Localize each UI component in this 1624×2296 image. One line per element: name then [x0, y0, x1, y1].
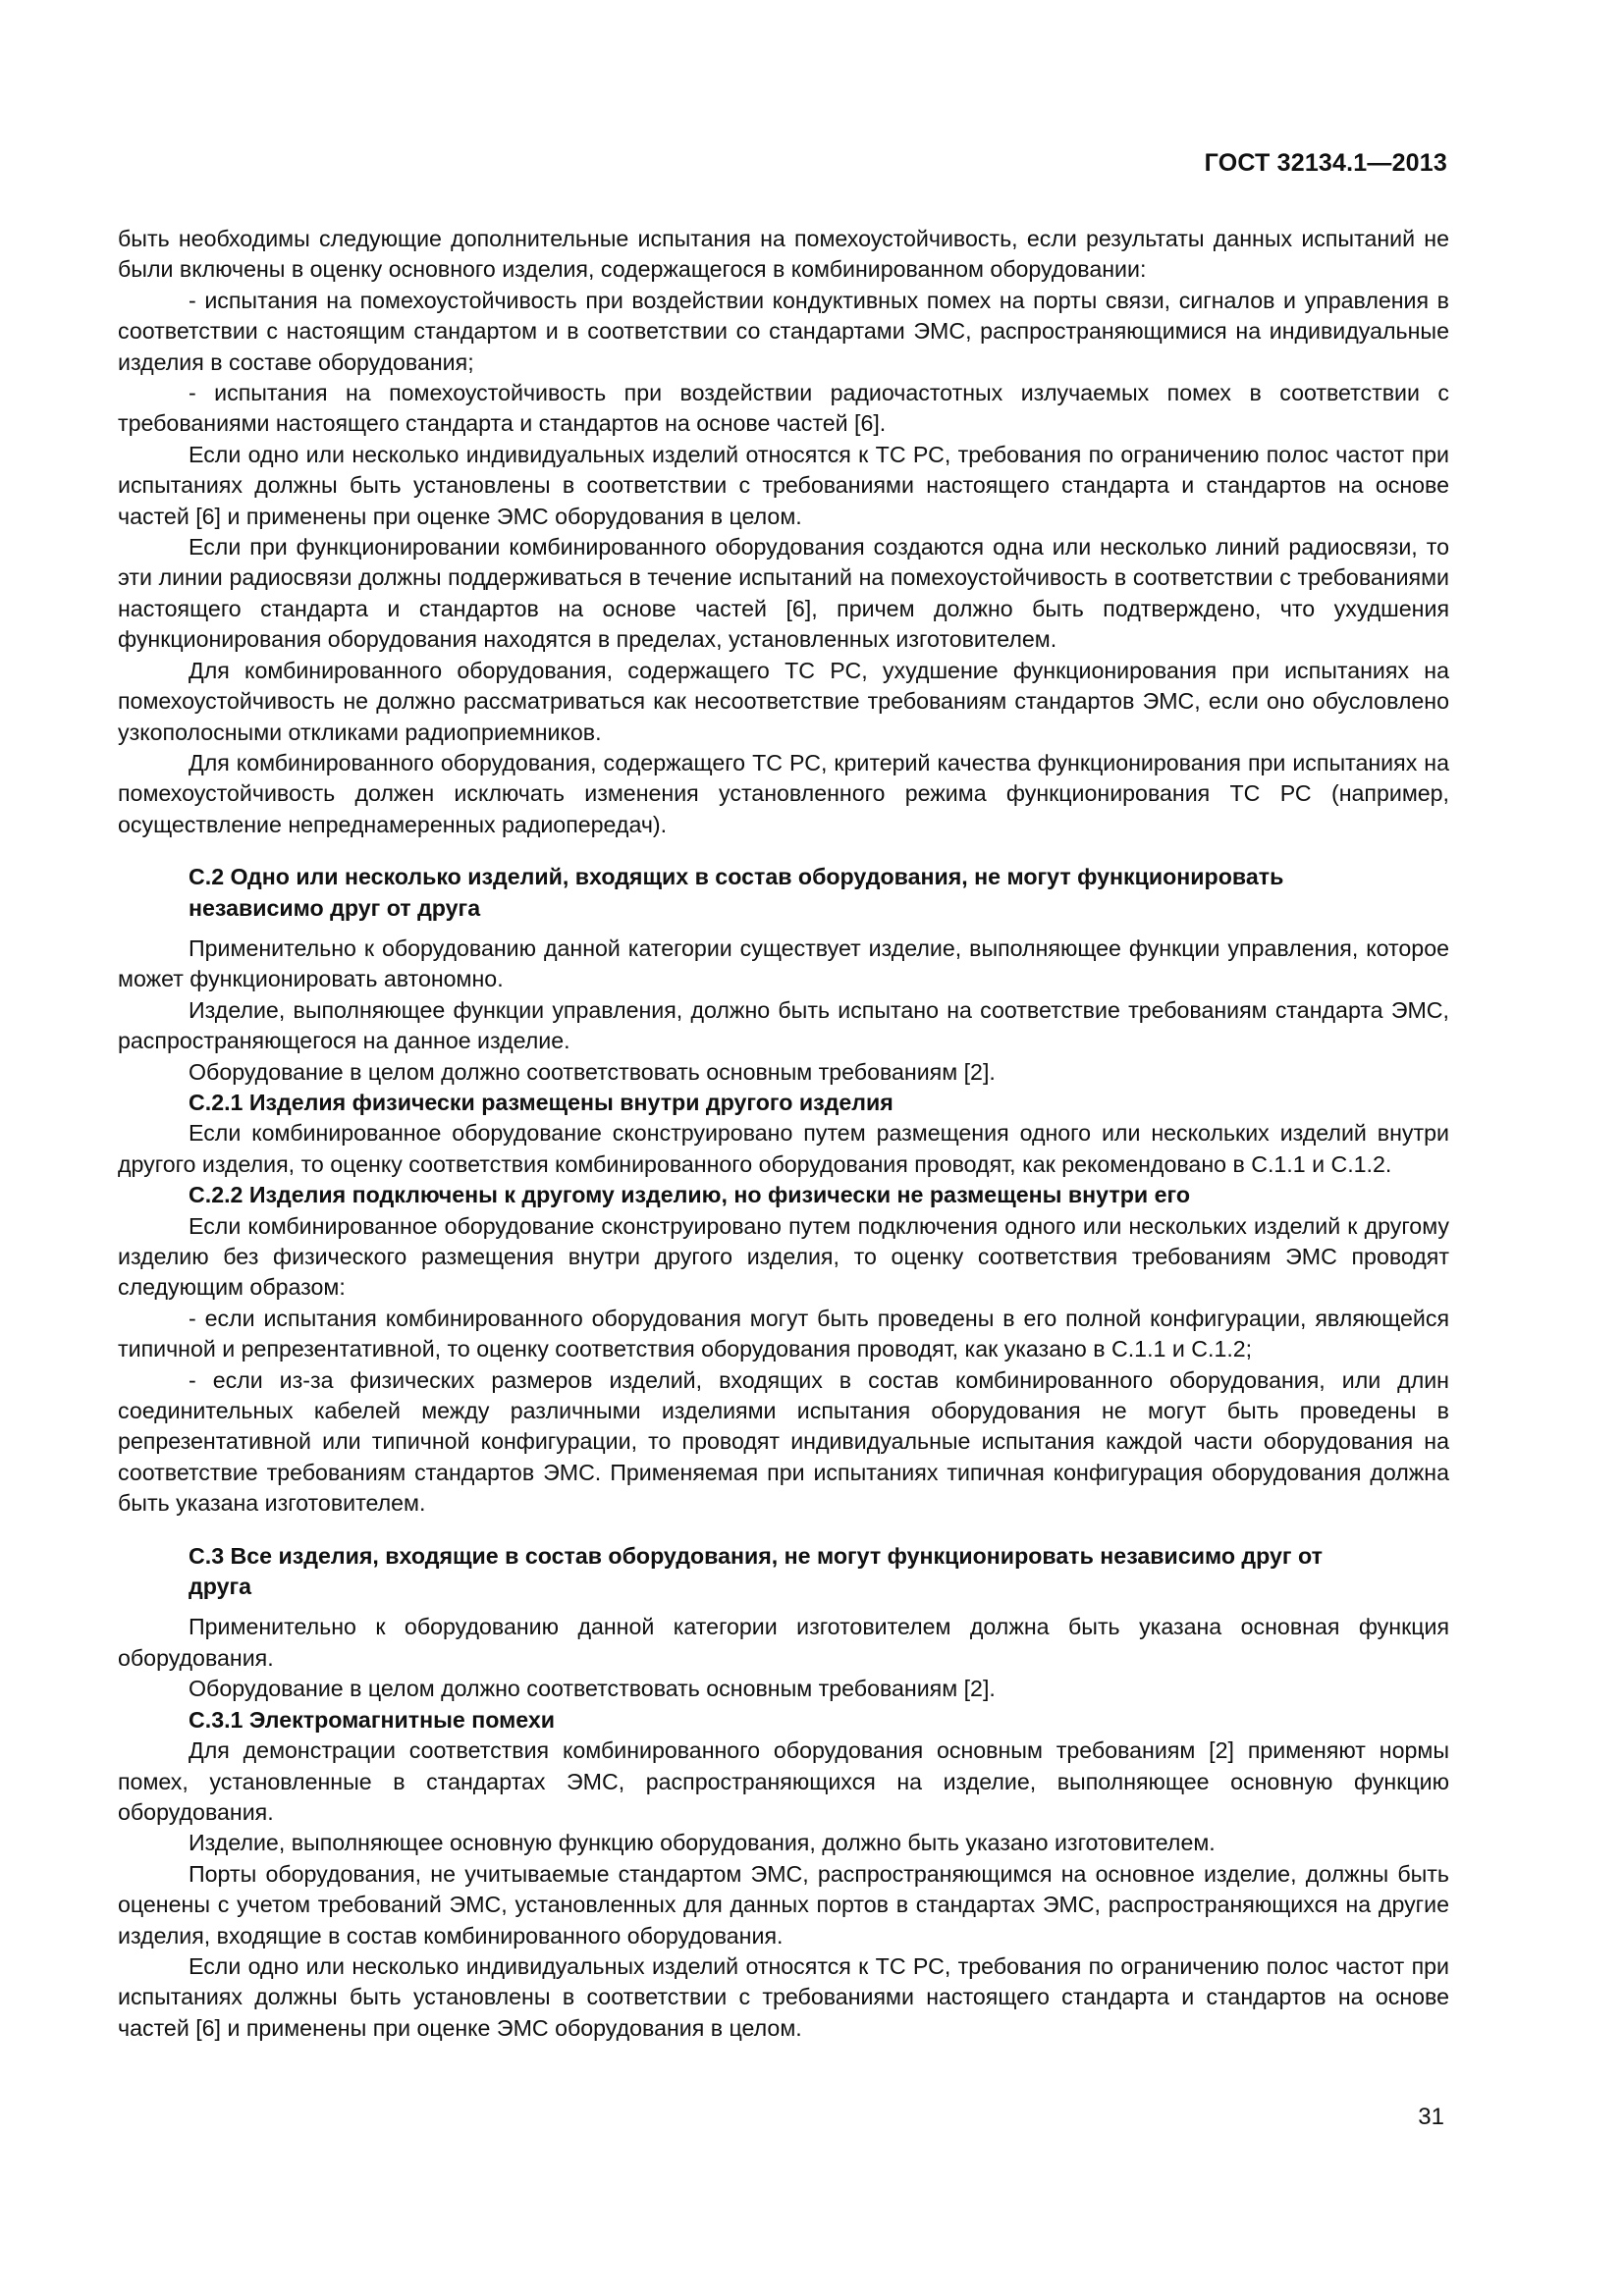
paragraph: быть необходимы следующие дополнительные испытания на помехоустойчивость, если результаты данных испытаний не были включены в оценку основного изделия, содержащегося в комбинированном оборудовании: [118, 226, 1449, 283]
paragraph: Если при функционировании комбинированного оборудования создаются одна или несколько линий радиосвязи, то эти линии радиосвязи должны поддерживаться в течение испытаний на помехоустойчивость в соответствии с требованиями настоящего стандарта и стандартов на основе частей [6], причем должно быть подтверждено, что ухудшения функционирования оборудования находятся в пределах, установленных изготовителем. [118, 534, 1449, 653]
paragraph: Для комбинированного оборудования, содержащего ТС РС, ухудшение функционирования при испытаниях на помехоустойчивость не должно рассматриваться как несоответствие требованиям стандартов ЭМС, если оно обусловлено узкополосными откликами радиоприемников. [118, 657, 1449, 745]
paragraph: Если комбинированное оборудование сконструировано путем размещения одного или нескольких изделий внутри другого изделия, то оценку соответствия комбинированного оборудования проводят, как рекомендовано в С.1.1 и С.1.2. [118, 1120, 1449, 1177]
section-heading-c22: С.2.2 Изделия подключены к другому изделию, но физически не размещены внутри его [189, 1182, 1190, 1208]
paragraph: Для демонстрации соответствия комбинированного оборудования основным требованиям [2] применяют нормы помех, установленные в стандартах ЭМС, распространяющихся на изделие, выполняющее основную функцию оборудования. [118, 1737, 1449, 1825]
paragraph: Порты оборудования, не учитываемые стандартом ЭМС, распространяющимся на основное изделие, должны быть оценены с учетом требований ЭМС, установленных для данных портов в стандартах ЭМС, распространяющихся на другие изделия, входящие в состав комбинированного оборудования. [118, 1860, 1449, 1949]
paragraph: Если одно или несколько индивидуальных изделий относятся к ТС РС, требования по ограничению полос частот при испытаниях должны быть установлены в соответствии с требованиями настоящего стандарта и стандартов на основе частей [6] и применены при оценке ЭМС оборудования в целом. [118, 441, 1449, 529]
paragraph: Если комбинированное оборудование сконструировано путем подключения одного или нескольких изделий к другому изделию без физического размещения внутри другого изделия, то оценку соответствия требованиям ЭМС проводят следующим образом: [118, 1212, 1449, 1301]
section-heading-c31: С.3.1 Электромагнитные помехи [189, 1706, 556, 1733]
paragraph: Применительно к оборудованию данной категории изготовителем должна быть указана основная функция оборудования. [118, 1614, 1449, 1671]
paragraph: Если одно или несколько индивидуальных изделий относятся к ТС РС, требования по ограничению полос частот при испытаниях должны быть установлены в соответствии с требованиями настоящего стандарта и стандартов на основе частей [6] и применены при оценке ЭМС оборудования в целом. [118, 1952, 1449, 2041]
page-body [118, 224, 1449, 2044]
paragraph: Для комбинированного оборудования, содержащего ТС РС, критерий качества функционирования при испытаниях на помехоустойчивость должен исключать изменения установленного режима функционирования ТС РС (например, осуществление непреднамеренных радиопередач). [118, 749, 1449, 837]
paragraph: - если испытания комбинированного оборудования могут быть проведены в его полной конфигурации, являющейся типичной и репрезентативной, то оценку соответствия оборудования проводят, как указано в С.1.1 и С.1.2; [118, 1305, 1449, 1362]
paragraph: Изделие, выполняющее функции управления, должно быть испытано на соответствие требованиям стандарта ЭМС, распространяющегося на данное изделие. [118, 996, 1449, 1054]
section-heading-c3: С.3 Все изделия, входящие в состав оборудования, не могут функционировать независимо друг от друга [189, 1542, 1323, 1600]
paragraph: Оборудование в целом должно соответствовать основным требованиям [2]. [189, 1676, 996, 1702]
paragraph: - испытания на помехоустойчивость при воздействии кондуктивных помех на порты связи, сигналов и управления в соответствии с настоящим стандартом и в соответствии со стандартами ЭМС, распространяющимися на индивидуальные изделия в составе оборудования; [118, 287, 1449, 375]
paragraph: - если из-за физических размеров изделий, входящих в состав комбинированного оборудования, или длин соединительных кабелей между различными изделиями испытания оборудования не могут быть проведены в репрезентативной или типичной конфигурации, то проводят индивидуальные испытания каждой части оборудования на соответствие требованиям стандартов ЭМС. Применяемая при испытаниях типичная конфигурация оборудования должна быть указана изготовителем. [118, 1366, 1449, 1517]
section-heading-c21: С.2.1 Изделия физически размещены внутри другого изделия [189, 1089, 893, 1115]
section-heading-c2: С.2 Одно или несколько изделий, входящих в состав оборудования, не могут функционировать независимо друг от друга [189, 864, 1284, 921]
paragraph: - испытания на помехоустойчивость при воздействии радиочастотных излучаемых помех в соответствии с требованиями настоящего стандарта и стандартов на основе частей [6]. [118, 380, 1449, 437]
paragraph: Оборудование в целом должно соответствовать основным требованиям [2]. [189, 1058, 996, 1085]
paragraph: Применительно к оборудованию данной категории существует изделие, выполняющее функции управления, которое может функционировать автономно. [118, 934, 1449, 992]
paragraph: Изделие, выполняющее основную функцию оборудования, должно быть указано изготовителем. [189, 1830, 1216, 1856]
page-number: 31 [1418, 2104, 1444, 2130]
standard-designation: ГОСТ 32134.1—2013 [1204, 149, 1447, 177]
